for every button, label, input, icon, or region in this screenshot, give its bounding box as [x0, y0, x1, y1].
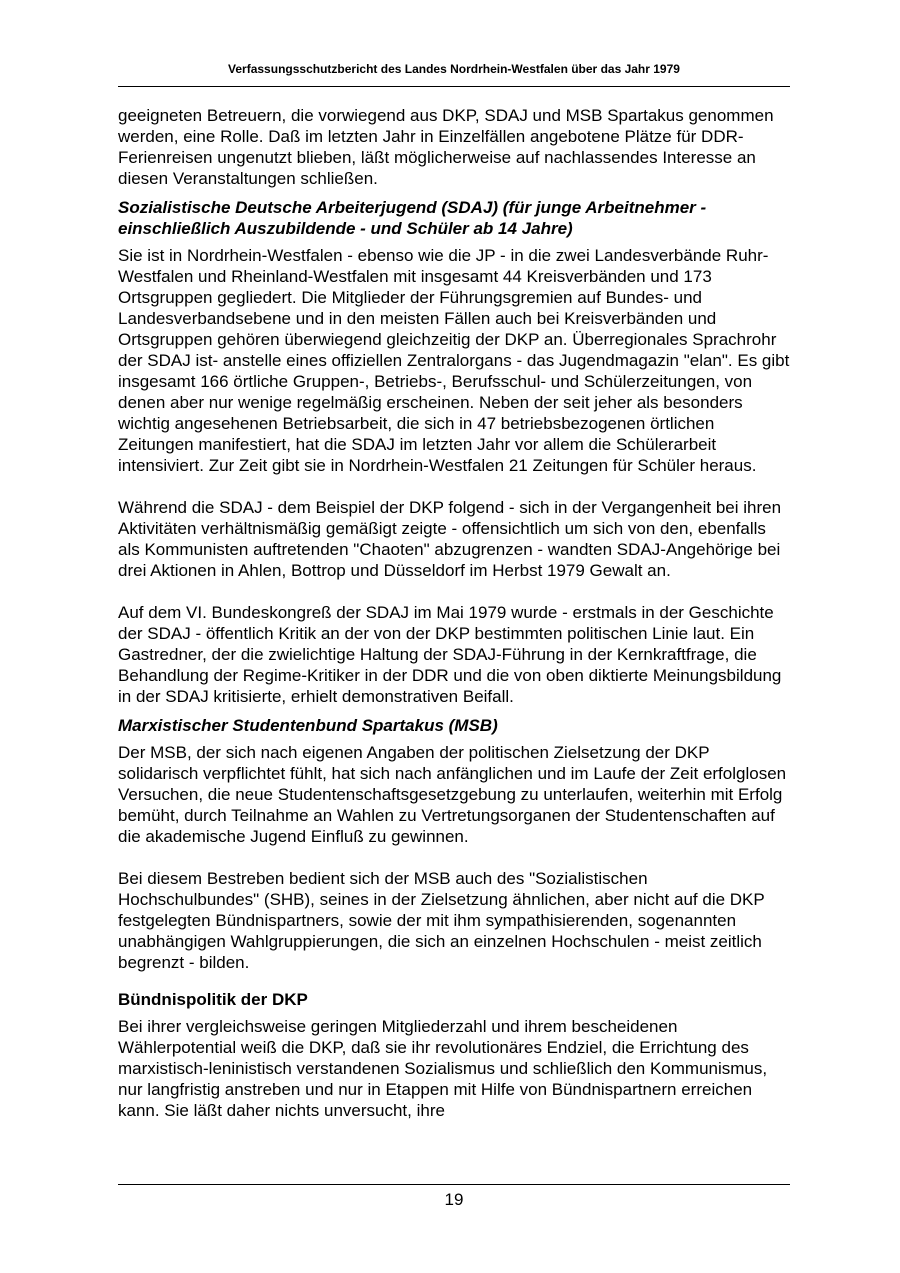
page-number: 19	[444, 1190, 464, 1209]
paragraph: geeigneten Betreuern, die vorwiegend aus DKP, SDAJ und MSB Spartakus genommen werden, eine Rolle. Daß im letzten Jahr in Einzelfällen angebotene Plätze für DDR-Ferienreisen ungenutzt blieben, läßt möglicherweise auf nachlassendes Interesse an diesen Veranstaltungen schließen.	[118, 106, 774, 188]
page-content	[118, 105, 790, 1121]
paragraph: Bei diesem Bestreben bedient sich der MSB auch des "Sozialistischen Hochschulbundes" (SHB), seines in der Zielsetzung ähnlichen, aber nicht auf die DKP festgelegten Bündnispartners, sowie der mit ihm sympathisierenden, sogenannten unabhängigen Wahlgruppierungen, die sich an einzelnen Hochschulen - meist zeitlich begrenzt - bilden.	[118, 869, 765, 972]
paragraph: Der MSB, der sich nach eigenen Angaben der politischen Zielsetzung der DKP solidarisch verpflichtet fühlt, hat sich nach anfänglichen und im Laufe der Zeit erfolglosen Versuchen, die neue Studentenschaftsgesetzgebung zu unterlaufen, weiterhin mit Erfolg bemüht, durch Teilnahme an Wahlen zu Vertretungsorganen der Studentenschaften auf die akademische Jugend Einfluß zu gewinnen.	[118, 743, 787, 846]
paragraph: Während die SDAJ - dem Beispiel der DKP folgend - sich in der Vergangenheit bei ihren Aktivitäten verhältnismäßig gemäßigt zeigte - offensichtlich um sich von den, ebenfalls als Kommunisten auftretenden "Chaoten" abzugrenzen - wandten SDAJ-Angehörige bei drei Aktionen in Ahlen, Bottrop und Düsseldorf im Herbst 1979 Gewalt an.	[118, 498, 782, 580]
paragraph: Sie ist in Nordrhein-Westfalen - ebenso wie die JP - in die zwei Landesverbände Ruhr-Westfalen und Rheinland-Westfalen mit insgesamt 44 Kreisverbänden und 173 Ortsgruppen gegliedert. Die Mitglieder der Führungsgremien auf Bundes- und Landesverbandsebene und in den meisten Fällen auch bei Kreisverbänden und Ortsgruppen gehören überwiegend gleichzeitig der DKP an. Überregionales Sprachrohr der SDAJ ist- anstelle eines offiziellen Zentralorgans - das Jugendmagazin "elan". Es gibt insgesamt 166 örtliche Gruppen-, Betriebs-, Berufsschul- und Schülerzeitungen, von denen aber nur wenige regelmäßig erscheinen. Neben der seit jeher als besonders wichtig angesehenen Betriebsarbeit, die sich in 47 betriebsbezogenen örtlichen Zeitungen manifestiert, hat die SDAJ im letzten Jahr vor allem die Schülerarbeit intensiviert. Zur Zeit gibt sie in Nordrhein-Westfalen 21 Zeitungen für Schüler heraus.	[118, 246, 790, 475]
section-heading-sdaj: Sozialistische Deutsche Arbeiterjugend (SDAJ) (für junge Arbeitnehmer - einschließlich Auszubildende - und Schüler ab 14 Jahre)	[118, 198, 707, 238]
header-rule	[118, 86, 790, 87]
section-heading-buendnispolitik: Bündnispolitik der DKP	[118, 990, 308, 1009]
running-header: Verfassungsschutzbericht des Landes Nordrhein-Westfalen über das Jahr 1979	[228, 62, 680, 76]
section-heading-msb: Marxistischer Studentenbund Spartakus (MSB)	[118, 716, 498, 735]
paragraph: Auf dem VI. Bundeskongreß der SDAJ im Mai 1979 wurde - erstmals in der Geschichte der SDAJ - öffentlich Kritik an der von der DKP bestimmten politischen Linie laut. Ein Gastredner, der die zwielichtige Haltung der SDAJ-Führung in der Kernkraftfrage, die Behandlung der Regime-Kritiker in der DDR und die von oben diktierte Meinungsbildung in der SDAJ kritisierte, erhielt demonstrativen Beifall.	[118, 603, 782, 706]
footer-rule	[118, 1184, 790, 1185]
paragraph: Bei ihrer vergleichsweise geringen Mitgliederzahl und ihrem bescheidenen Wählerpotential weiß die DKP, daß sie ihr revolutionäres Endziel, die Errichtung des marxistisch-leninistisch verstandenen Sozialismus und schließlich den Kommunismus, nur langfristig anstreben und nur in Etappen mit Hilfe von Bündnispartnern erreichen kann. Sie läßt daher nichts unversucht, ihre	[118, 1017, 768, 1120]
